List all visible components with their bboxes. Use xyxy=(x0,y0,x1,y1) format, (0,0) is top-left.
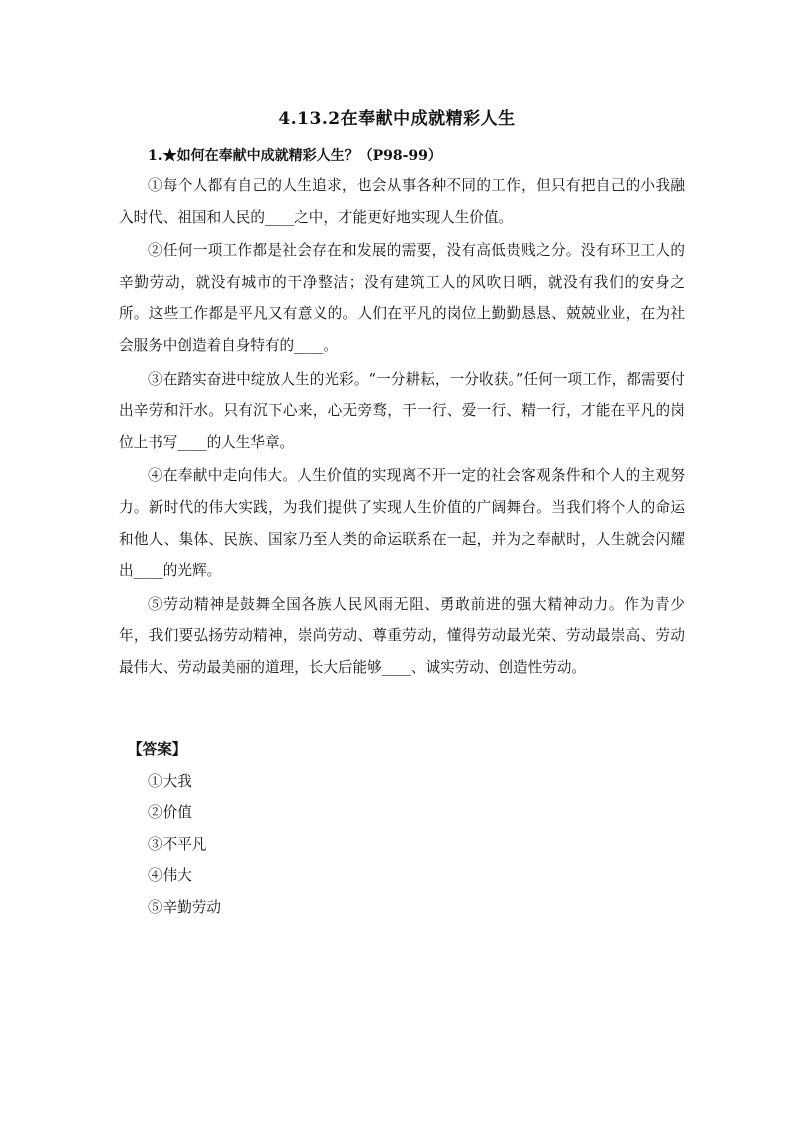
page-title: 4.13.2在奉献中成就精彩人生 xyxy=(278,109,516,129)
answer-section xyxy=(128,734,528,924)
paragraph-3: ③在踏实奋进中绽放人生的光彩。“一分耕耘，一分收获。”任何一项工作，都需要付出辛劳和汗水。只有沉下心来，心无旁骛，干一行、爱一行、精一行，才能在平凡的岗位上书写____的人生华章。 xyxy=(119,370,685,451)
answer-item: ③不平凡 xyxy=(148,835,207,853)
answer-item: ④伟大 xyxy=(148,867,192,885)
paragraph-2: ②任何一项工作都是社会存在和发展的需要，没有高低贵贱之分。没有环卫工人的辛勤劳动，就没有城市的干净整洁；没有建筑工人的风吹日晒，就没有我们的安身之所。这些工作都是平凡又有意义的。人们在平凡的岗位上勤勤恳恳、兢兢业业，在为社会服务中创造着自身特有的____。 xyxy=(119,242,685,354)
answer-item: ①大我 xyxy=(148,772,192,790)
question-heading: 1.★如何在奉献中成就精彩人生？（P98-99） xyxy=(148,148,442,164)
answer-heading: 【答案】 xyxy=(128,741,187,758)
paragraph-4: ④在奉献中走向伟大。人生价值的实现离不开一定的社会客观条件和个人的主观努力。新时代的伟大实践，为我们提供了实现人生价值的广阔舞台。当我们将个人的命运和他人、集体、民族、国家乃至人类的命运联系在一起，并为之奉献时，人生就会闪耀出____的光辉。 xyxy=(119,467,685,580)
answer-item: ②价值 xyxy=(148,804,192,822)
content-paragraphs xyxy=(119,170,685,686)
paragraph-1: ①每个人都有自己的人生追求，也会从事各种不同的工作，但只有把自己的小我融入时代、祖国和人民的____之中，才能更好地实现人生价值。 xyxy=(119,177,685,226)
paragraph-5: ⑤劳动精神是鼓舞全国各族人民风雨无阻、勇敢前进的强大精神动力。作为青少年，我们要弘扬劳动精神，崇尚劳动、尊重劳动，懂得劳动最光荣、劳动最崇高、劳动最伟大、劳动最美丽的道理，长大后能够____、诚实劳动、创造性劳动。 xyxy=(119,595,685,676)
answer-item: ⑤辛勤劳动 xyxy=(148,898,221,916)
